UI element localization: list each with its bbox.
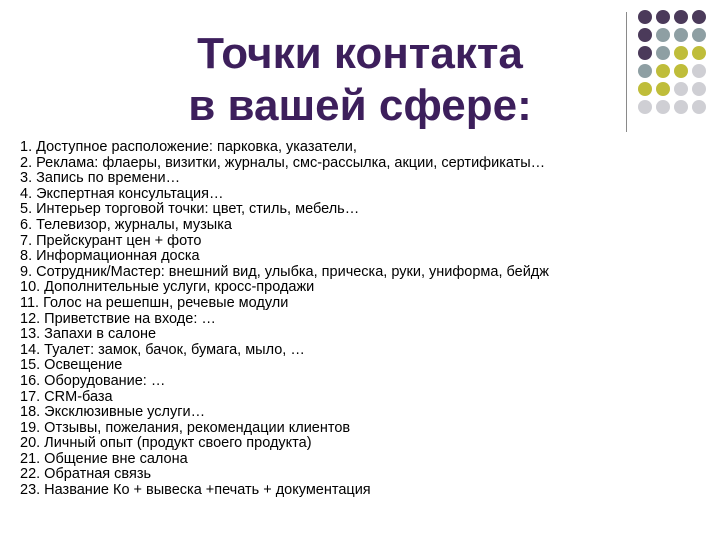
list-item: 3. Запись по времени… — [20, 170, 181, 187]
decorative-dot — [674, 28, 688, 42]
list-item: 12. Приветствие на входе: … — [20, 310, 216, 327]
decorative-dot — [656, 28, 670, 42]
decorative-dot — [674, 46, 688, 60]
list-item: 21. Общение вне салона — [20, 450, 188, 467]
list-item: 23. Название Ко + вывеска +печать + документация — [20, 482, 371, 499]
list-item: 6. Телевизор, журналы, музыка — [20, 216, 232, 233]
decorative-dot — [656, 46, 670, 60]
decorative-dot — [692, 100, 706, 114]
decorative-dot — [638, 10, 652, 24]
list-item: 8. Информационная доска — [20, 248, 200, 265]
decorative-dot — [674, 10, 688, 24]
decorative-dot — [638, 100, 652, 114]
decorative-dot — [692, 10, 706, 24]
decorative-dot — [674, 82, 688, 96]
decorative-dot — [638, 64, 652, 78]
list-item: 14. Туалет: замок, бачок, бумага, мыло, … — [20, 341, 305, 358]
decorative-dot-grid — [638, 10, 718, 122]
list-item: 22. Обратная связь — [20, 466, 152, 483]
list-item: 7. Прейскурант цен + фото — [20, 232, 202, 249]
list-item: 10. Дополнительные услуги, кросс-продажи — [20, 279, 315, 296]
list-item: 4. Экспертная консультация… — [20, 185, 224, 202]
decorative-dot — [638, 82, 652, 96]
decorative-dot — [692, 64, 706, 78]
decorative-divider — [626, 12, 627, 132]
list-item: 15. Освещение — [20, 357, 123, 374]
list-item: 2. Реклама: флаеры, визитки, журналы, смс-рассылка, акции, сертификаты… — [20, 154, 546, 171]
slide-title-line-1: Точки контакта — [197, 29, 523, 78]
decorative-dot — [674, 100, 688, 114]
list-item: 19. Отзывы, пожелания, рекомендации клиентов — [20, 419, 351, 436]
list-item: 5. Интерьер торговой точки: цвет, стиль, мебель… — [20, 201, 360, 218]
slide-title — [150, 28, 570, 132]
list-item: 16. Оборудование: … — [20, 372, 166, 389]
contact-points-list — [20, 140, 549, 499]
decorative-dot — [692, 46, 706, 60]
decorative-dot — [656, 10, 670, 24]
list-item: 1. Доступное расположение: парковка, указатели, — [20, 139, 357, 155]
decorative-dot — [638, 28, 652, 42]
list-item: 9. Сотрудник/Мастер: внешний вид, улыбка, прическа, руки, униформа, бейдж — [20, 263, 549, 280]
decorative-dot — [692, 28, 706, 42]
slide-title-line-2: в вашей сфере: — [188, 81, 532, 130]
list-item: 18. Эксклюзивные услуги… — [20, 404, 206, 421]
decorative-dot — [674, 64, 688, 78]
list-item: 20. Личный опыт (продукт своего продукта) — [20, 435, 312, 452]
decorative-dot — [656, 64, 670, 78]
decorative-dot — [638, 46, 652, 60]
decorative-dot — [692, 82, 706, 96]
decorative-dot — [656, 100, 670, 114]
list-item: 17. CRM-база — [20, 388, 113, 405]
list-item: 13. Запахи в салоне — [20, 326, 157, 343]
list-item: 11. Голос на решепшн, речевые модули — [20, 294, 289, 311]
decorative-dot — [656, 82, 670, 96]
